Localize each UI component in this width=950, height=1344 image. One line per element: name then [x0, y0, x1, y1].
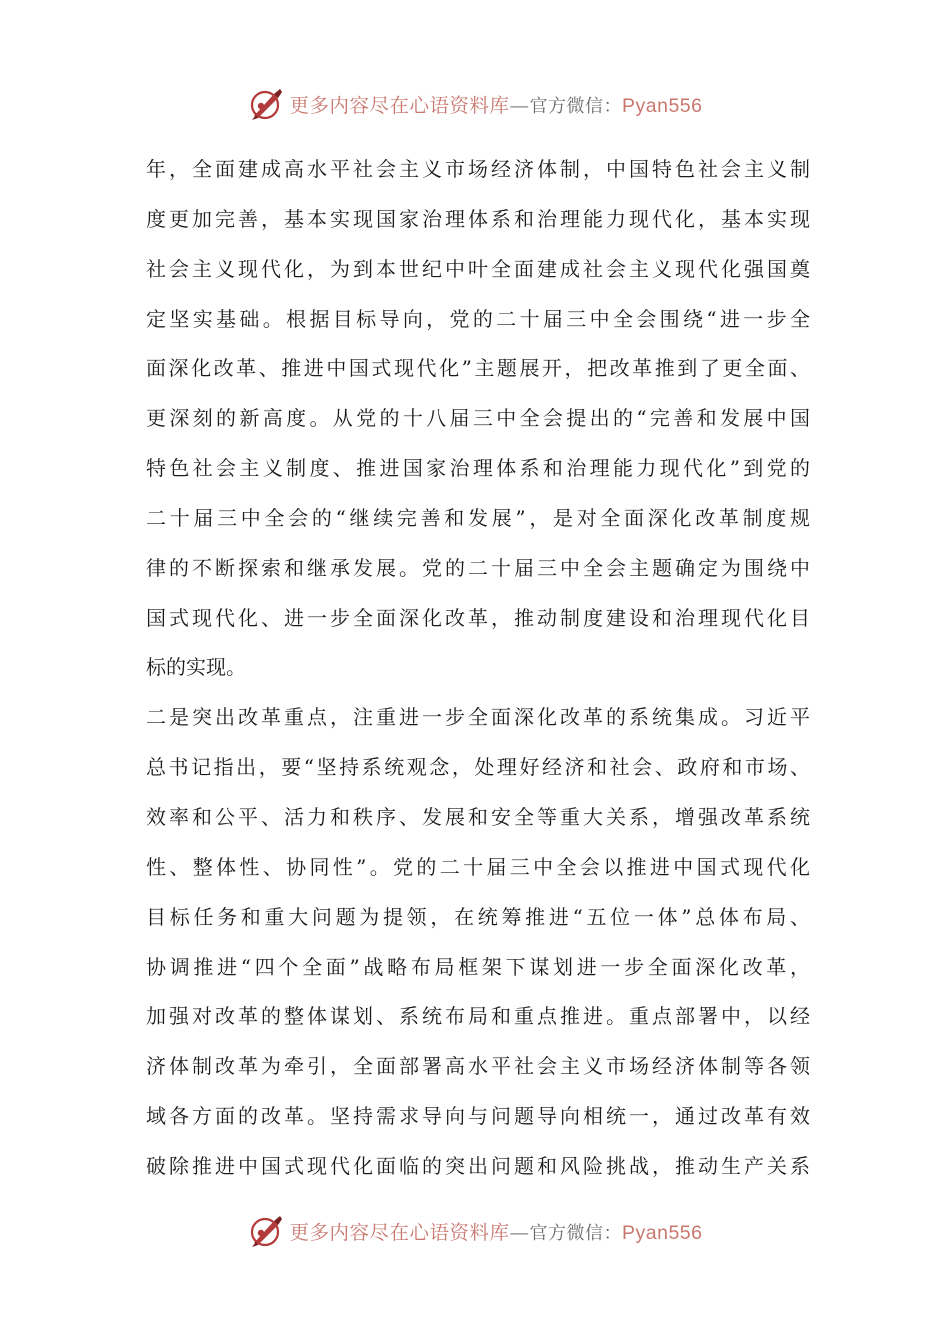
footer-watermark	[0, 1211, 950, 1251]
body-line: 性、整体性、协同性”。党的二十届三中全会以推进中国式现代化	[146, 854, 810, 879]
body-line: 度更加完善，基本实现国家治理体系和治理能力现代化，基本实现	[146, 206, 810, 231]
document-body	[146, 145, 810, 1192]
footer-brand: 更多内容尽在心语资料库	[289, 1221, 510, 1244]
header-wechat-id: Pyan556	[622, 95, 703, 117]
body-line: 二十届三中全会的“继续完善和发展”，是对全面深化改革制度规	[146, 505, 810, 530]
header-brand: 更多内容尽在心语资料库	[289, 94, 510, 117]
body-line: 社会主义现代化，为到本世纪中叶全面建成社会主义现代化强国奠	[146, 256, 810, 281]
body-line: 济体制改革为牵引，全面部署高水平社会主义市场经济体制等各领	[146, 1054, 810, 1079]
header-wechat-label: 官方微信：	[529, 96, 623, 117]
footer-watermark-text	[290, 1217, 703, 1245]
body-line: 面深化改革、推进中国式现代化”主题展开，把改革推到了更全面、	[146, 356, 810, 381]
body-line: 效率和公平、活力和秩序、发展和安全等重大关系，增强改革系统	[146, 804, 810, 829]
pen-logo-icon	[248, 86, 284, 122]
body-line: 更深刻的新高度。从党的十八届三中全会提出的“完善和发展中国	[146, 406, 810, 431]
body-line: 定坚实基础。根据目标导向，党的二十届三中全会围绕“进一步全	[146, 306, 810, 331]
body-line: 加强对改革的整体谋划、系统布局和重点推进。重点部署中，以经	[146, 1004, 810, 1029]
body-line: 年，全面建成高水平社会主义市场经济体制，中国特色社会主义制	[146, 157, 810, 181]
header-separator: —	[509, 94, 530, 117]
body-line: 协调推进“四个全面”战略布局框架下谋划进一步全面深化改革，	[146, 954, 810, 979]
footer-wechat-label: 官方微信：	[529, 1223, 623, 1244]
body-line: 标的实现。	[146, 655, 246, 680]
header-watermark	[0, 84, 950, 124]
header-watermark-text	[290, 90, 703, 118]
body-line: 域各方面的改革。坚持需求导向与问题导向相统一，通过改革有效	[146, 1104, 810, 1129]
footer-wechat-id: Pyan556	[622, 1222, 703, 1244]
body-line: 破除推进中国式现代化面临的突出问题和风险挑战，推动生产关系	[146, 1153, 810, 1178]
body-line: 律的不断探索和继承发展。党的二十届三中全会主题确定为围绕中	[146, 555, 810, 580]
body-line: 二是突出改革重点，注重进一步全面深化改革的系统集成。习近平	[146, 705, 810, 730]
body-line: 国式现代化、进一步全面深化改革，推动制度建设和治理现代化目	[146, 605, 810, 630]
body-line: 目标任务和重大问题为提领，在统筹推进“五位一体”总体布局、	[146, 904, 810, 929]
pen-logo-icon	[248, 1213, 284, 1249]
body-line: 特色社会主义制度、推进国家治理体系和治理能力现代化”到党的	[146, 456, 810, 481]
footer-separator: —	[509, 1221, 530, 1244]
body-line: 总书记指出，要“坚持系统观念，处理好经济和社会、政府和市场、	[146, 755, 810, 780]
